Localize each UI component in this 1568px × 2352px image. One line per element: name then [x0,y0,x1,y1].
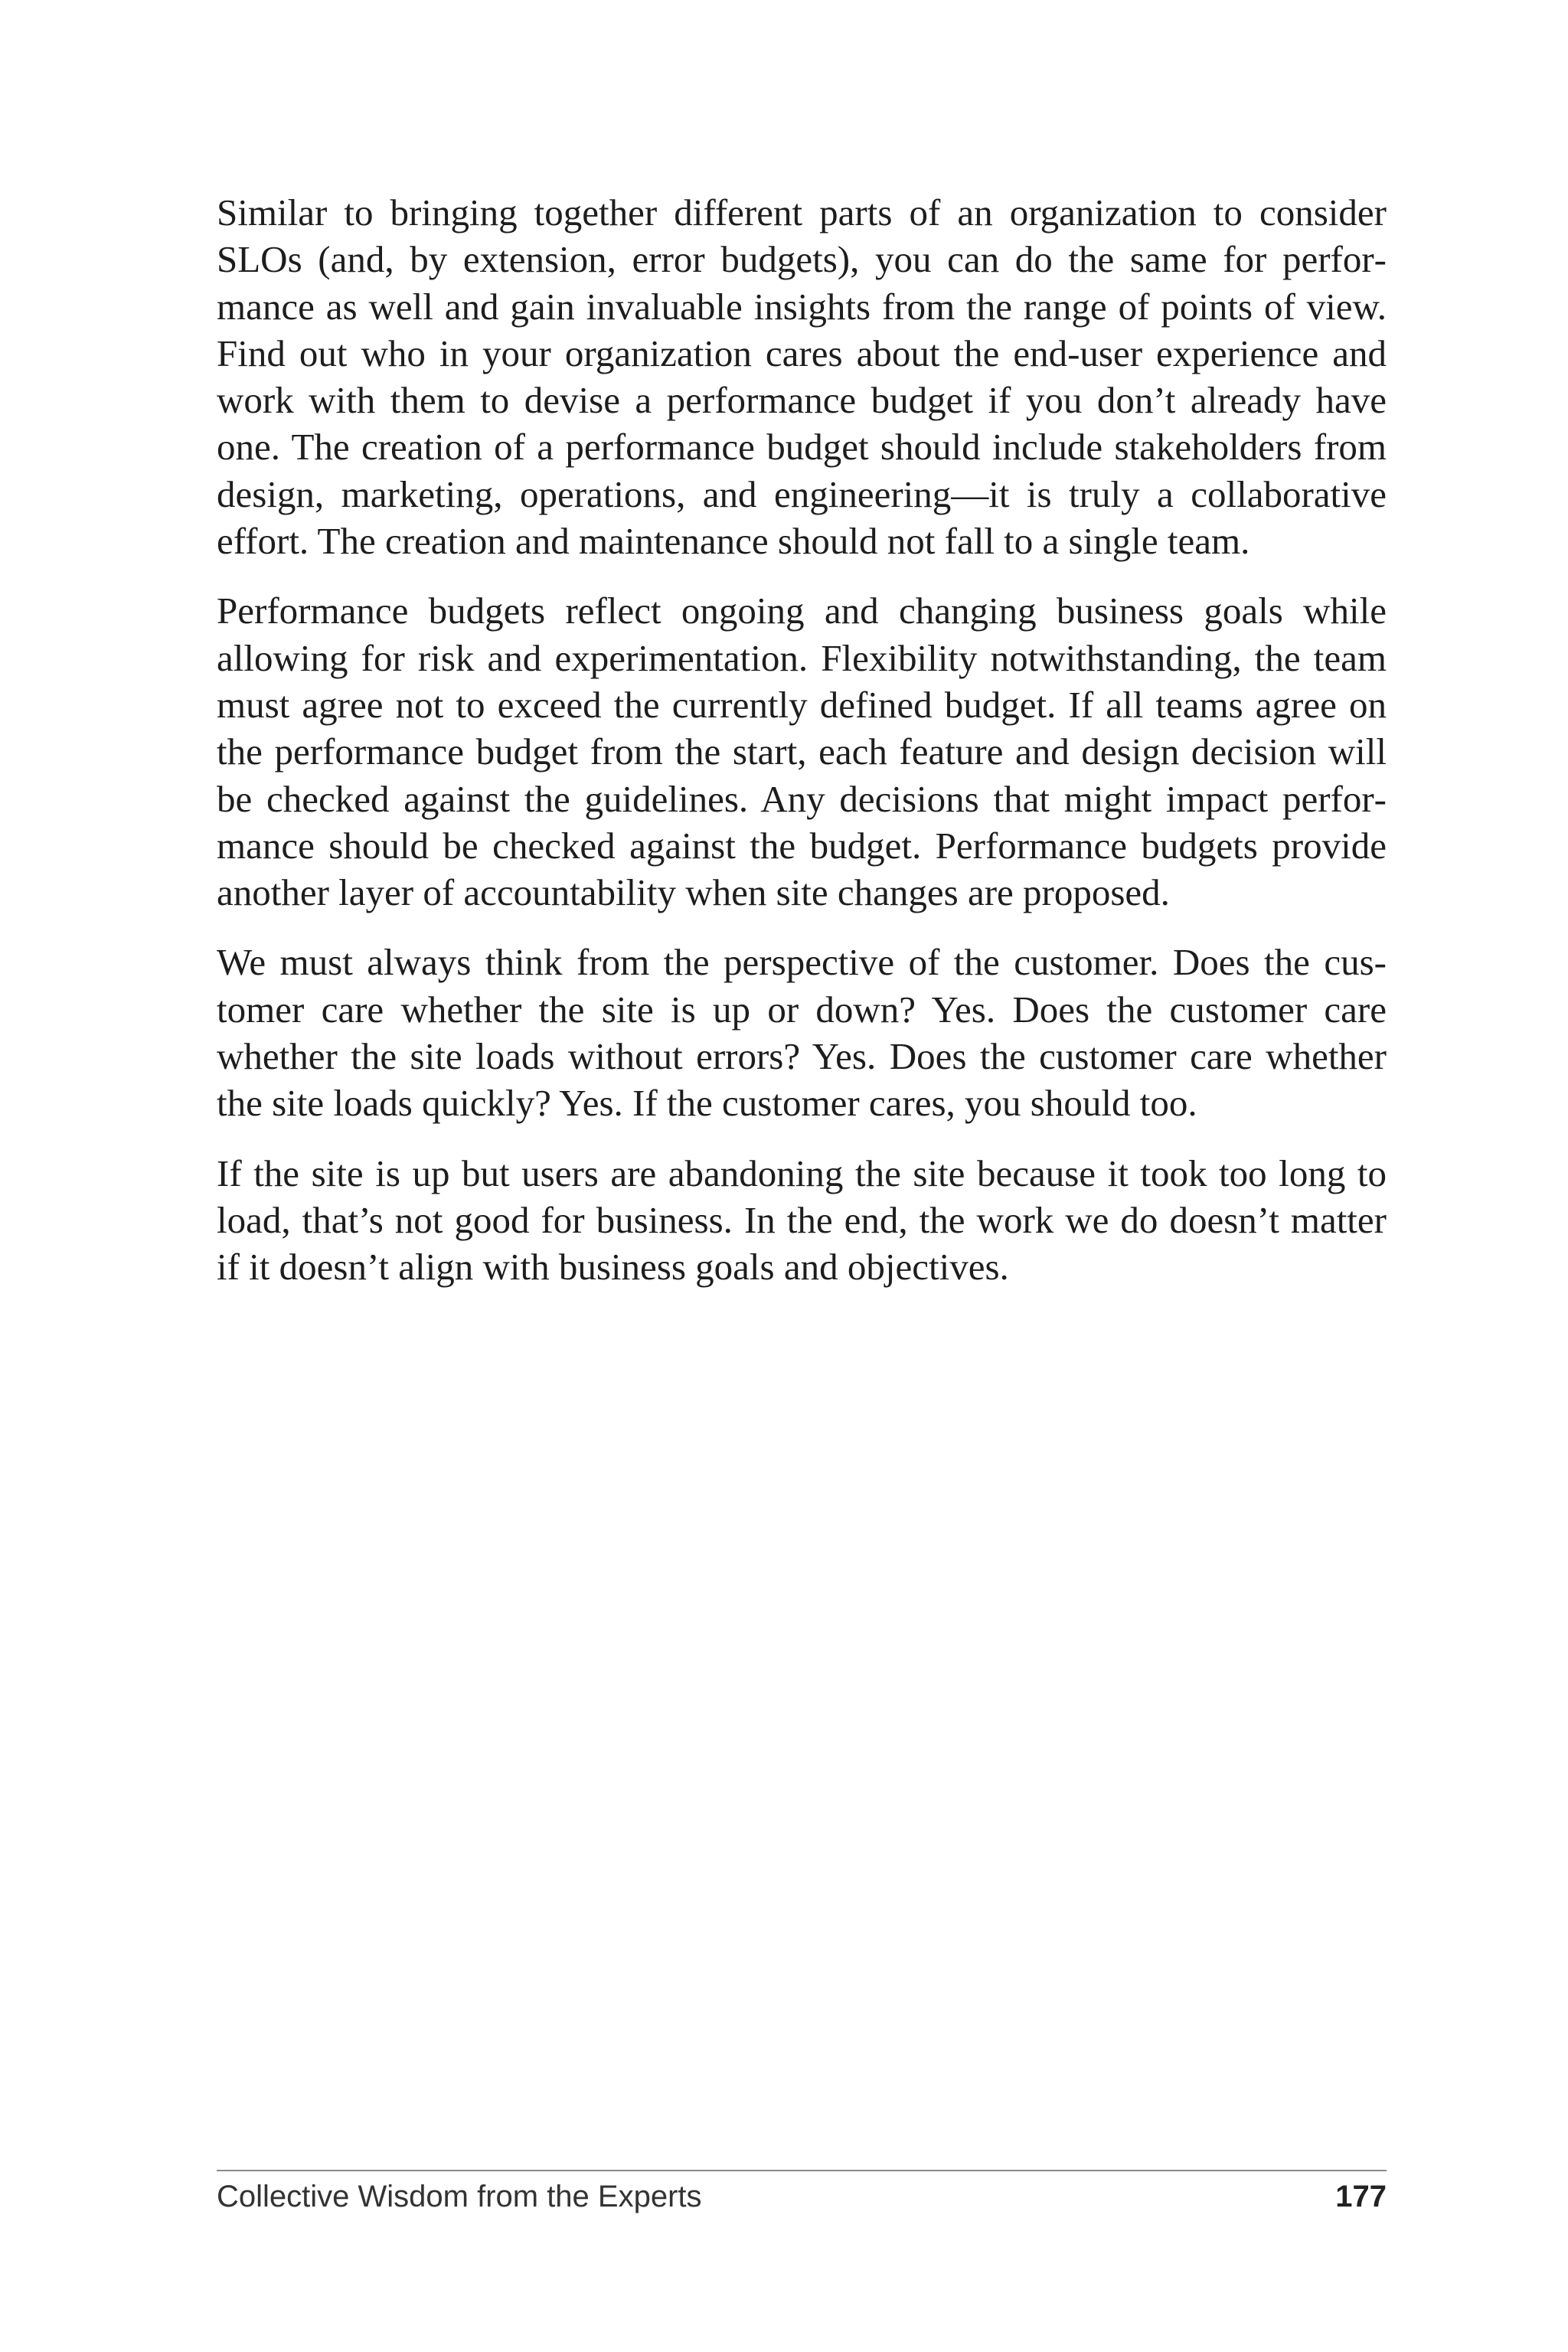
paragraph-3: We must always think from the perspective of the customer. Does the customer care whether the site is up or down? Yes. Does the customer care whether the site loads without errors? Yes. Does the customer care whether the site loads quickly? Yes. If the customer cares, you should too. [217,941,1387,1125]
paragraph-2: Performance budgets reflect ongoing and changing business goals while allowing for risk and experimentation. Flexibility notwithstanding, the team must agree not to exceed the currently defined budget. If all teams agree on the performance budget from the start, each feature and design decision will be checked against the guidelines. Any decisions that might impact performance should be checked against the budget. Performance budgets provide another layer of accountability when site changes are proposed. [217,590,1387,914]
paragraph-4: If the site is up but users are abandoning the site because it took too long to load, that’s not good for business. In the end, the work we do doesn’t matter if it doesn’t align with business goals and objectives. [217,1152,1387,1289]
footer-divider [217,2170,1387,2171]
body-text [217,189,1387,1314]
page-number: 177 [1335,2180,1387,2213]
paragraph-1: Similar to bringing together different parts of an organization to consider SLOs (and, by extension, error budgets), you can do the same for performance as well and gain invaluable insights from the range of points of view. Find out who in your organization cares about the end-user experience and work with them to devise a performance budget if you don’t already have one. The creation of a performance budget should include stakeholders from design, marketing, operations, and engineering—it is truly a collaborative effort. The creation and maintenance should not fall to a single team. [217,191,1387,563]
running-footer-title: Collective Wisdom from the Experts [217,2180,702,2213]
